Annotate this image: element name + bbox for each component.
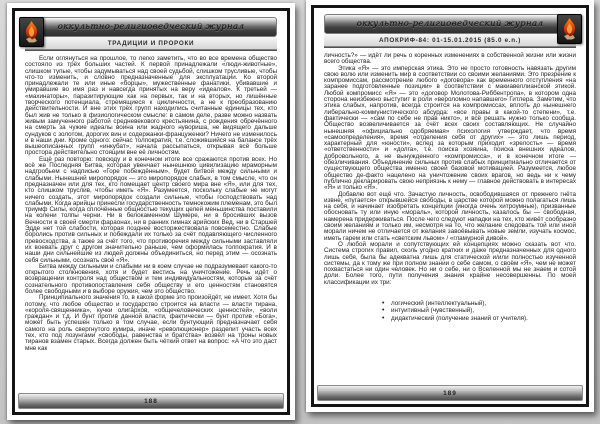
header-rule: [25, 49, 277, 51]
page-right: [306, 0, 594, 412]
journal-subtitle-script: оккультно-религиоведческий журнал: [57, 22, 245, 32]
paragraph: Этика «Я» — это имперская этика. Это не просто готовность навязать другим свою волю или изменить мир в соответствии со своими желаниями. Это презрение к компромиссам, рассмотрение любого «договора» как временного отступления «на заранее подготовленные позиции» в соответствии с макиавеллианской этикой. Любой компромисс «Я» — это «договор Молотова-Риббентропа», в котором одна сторона неизбежно выступит в роли «вероломно напавшего» Гитлера. Заметим, что этика слабых, напротив, всегда строится на компромиссах, вплоть до нынешнего либерально-коммунистического абсурда: «все правы в какой-то степени», т.е. фактически — «сам по себе не прав никто», и всё решать нужно только сообща. Общество возвеличивается за счёт всех своих составляющих. Не случайно нынешняя «официально одобряемая» психология утверждает, что время «самоопределения», время «отделения себя от других» — это лишь период, характерный для «юности», вслед за которым приходит «зрелость» — время «ответственности» и «долга», т.е. поиска хозяина, поиска внешних идеалов, добровольного, а не вынужденного «компромисса», и в конечном итоге — обезличивания. Объединение сильных против слабых принципиально отличается от существующего общества именно своей базовой мотивацией. Разумеется, любое общество де-факто нацелено на уничтожение своих врагов, но ведь ни к чему публично декларировать свою неприязнь к нему — главное действовать в интересах «Я» и только «Я».: [324, 64, 576, 192]
paragraph: Добавлю вот ещё что. Зачастую личность, освободившаяся от прежнего гнёта извне, «пугается» открывшейся свободы, в царстве которой можно полагаться лишь на себя, и начинает изобретать концепции (иногда очень хитроумные), призванные обосновать ту или иную «мораль», которой личность, казалось бы — свободная, намерена придерживаться. После чего следуют нападки на тех, кто живёт сообразно своим желаниям и только им, несмотря на то, что желание следовать той или иной морали ничем не отличается от желания завоёвывать новые земли, изучать космос, иметь гарем или стать «светским львом» / «гламурной дивой».: [324, 190, 576, 242]
paragraph: Принципиального значения то, в какой форме это произойдёт, не имеет. Хотя бы потому, что любое общество и государство строится на власти — власти тирана, «короля-священника», кучки олигархов, «общечеловеческих ценностей», «воли граждан» и т.д. И бунт против данной власти, фактически — бунт против «Бога», может быть успешен только в том случае, если бунтующий предназначает себя самого на роль свергнутого кумира, иначе «революционер» разделит участь всех тех, кто под лозунгами «свободы, равенства и братства» возвёл на троны новых тиранов взамен старых. Всегда должен быть чёткий ответ на вопрос: «А что это даст мне как: [25, 294, 277, 352]
bullet-item: • логический (интеллектуальный),: [382, 300, 576, 308]
page-left-footer: [18, 393, 284, 409]
cognition-bullet-list: [382, 300, 576, 323]
header-bar: [324, 14, 576, 34]
bullet-item: • интуитивный (чувственный),: [382, 307, 576, 315]
header-sub-strip: [324, 34, 576, 46]
page-left-header: [25, 17, 277, 51]
flame-logo-icon: [19, 17, 44, 47]
page-left: [7, 3, 295, 420]
page-right-frame: [311, 5, 589, 407]
bullet-item: • дидактический (получение знаний от учителя).: [382, 315, 576, 323]
paragraph: Ещё раз повторю: повсюду и в конечном итоге все сражаются против всех. Но всё же Последняя Битва, которая увенчает нынешнюю цивилизацию мраморным надгробьем с надписью «Горе побеждённым», будет битвой между сильными и слабыми. Нынешний миропорядок — это миропорядок слабых, в том смысле, что он предназначен или для тех, кто помещает центр своего мира вне «Я», или для тех, кто слишком труслив, чтобы иметь «Я». Разумеется, поскольку слабые не могут ничего создать, этот миропорядок создали сильные, чтобы господствовать над слабыми. Когда арийцы принесли государственность темнокожим племенам, это был триумф Силы, когда сплочённые общностью текущих целей меньшинства поставили на колени толпы черни. Ни в белокаменном Шумере, ни в бросивших вызов Вечности в своей смерти фараонах, ни в ранних гимнах арийских Вед, ни в Старшей Эдде нет той слабости, которая позднее восторжествовала повсеместно. Слабые боролись против сильных и побеждали их только за счёт подавляющего численного превосходства, а также за счёт того, что противоречия между сильными заставляли их воевать друг с другом значительно раньше, чем оформилась толпократия. И в наши дни сильнейшие из людей должны объединиться, но перед этим — осознать себя сильными, осознать своё «Я».: [25, 155, 277, 264]
section-title: ТРАДИЦИИ И ПРОРОКИ: [107, 39, 195, 47]
journal-subtitle-script: оккультно-религиоведческий журнал: [356, 19, 544, 29]
header-bar: [25, 17, 277, 37]
flame-logo-icon: [557, 14, 582, 44]
paragraph: О любой морали и сопутствующих ей концепциях можно сказать вот что. Система строгих правил, сколь угодно кратких и даже предназначенных для одного лишь себя, была бы адекватна лишь для статической и/или полностью изученной системы, да к тому же при полном знании о себе самом, о своём «Я», чем не может похвастаться ни один человек. Но ни о себе, ни о Вселенной мы не знаем и сотой доли. Более того, пути получения знания крайне несовершенны. По моей классификации их три:: [324, 240, 576, 286]
issue-title: АПОКРИФ-84: 01-15.01.2015 (85.0 e.n.): [378, 36, 522, 44]
paragraph: Битва между сильными и слабыми ни в коем случае не подразумевает какого-то открытого столкновения, хотя и будет вестись на уничтожение. Речь идёт о возвращении контроля над обществом и тем индивидуальностям, которые за счёт сознательного противопоставления себя обществу и его ценностям становятся более свободными и в выборе оружия, чем это общество.: [25, 262, 277, 295]
page-number: 188: [144, 397, 158, 405]
page-right-footer: [317, 385, 583, 401]
paragraph: личность?» — идёт ли речь о коренных изменениях в собственной жизни или жизни всего общества.: [324, 52, 576, 66]
page-right-header: [324, 14, 576, 48]
paragraph: Если оглянуться на прошлое, то легко заметить, что во все времена общество состояло из трёх больших частей. К первой принадлежали «люди-животные», слишком тупые, чтобы задумываться над своей судьбой, слишком трусливые, чтобы что-то изменить, и словно предназначенные для эксплуатации. Ко второй принадлежали те или иные «борцы», мужественные фанатики, убивавшие и умиравшие во имя раз и навсегда принятых на веру «идеалов». К третьей — «махинаторы», паразитирующие как на первых, так и на вторых, но лишённые творческого потенциала, стремящиеся к цикличности, а не к преобразованию действительности. И вне этих трёх групп находились считанные единицы тех, кто был жив не только в физиологическом смысле: в самом деле, разве можно назвать живым замученного работой средневекового крестьянина, с рождения обречённого на смерть за чужие идеалы воина или жадного нувориша, не видящего дальше сундуков с золотом, дорогих вин и содержанки-француженки? Ничего не изменилось и в наши дни. Кроме одного: сейчас толпократия, т.е. сложившийся на балансе трёх вышеописанных групп «инкубат», начала рассыпаться, открывая всё больше простора действительно стоящим вне её личностям.: [25, 55, 277, 157]
page-right-body: [324, 53, 576, 286]
spread-gap: [295, 0, 306, 424]
page-left-body: [25, 56, 277, 352]
header-rule: [324, 46, 576, 48]
flame-icon: [22, 20, 41, 44]
flame-icon: [560, 17, 579, 41]
header-sub-strip: [25, 37, 277, 49]
page-number: 189: [443, 389, 457, 397]
page-left-frame: [12, 8, 290, 415]
